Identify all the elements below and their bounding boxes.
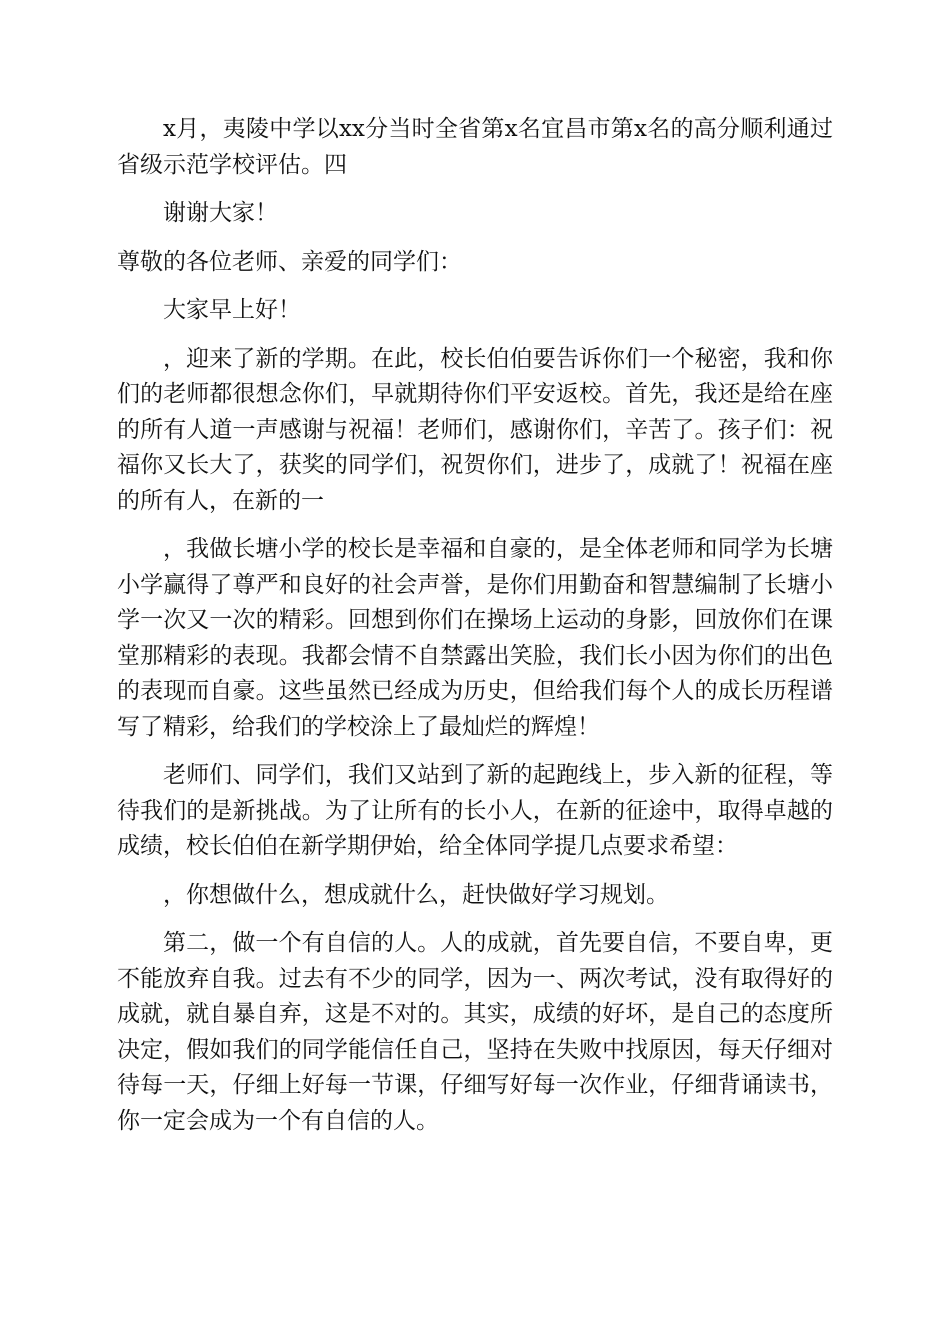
paragraph-pride: ，我做长塘小学的校长是幸福和自豪的，是全体老师和同学为长塘小学赢得了尊严和良好的社会声誉，是你们用勤奋和智慧编制了长塘小学一次又一次的精彩。回想到你们在操场上运动的身影，回放你们在课堂那精彩的表现。我都会情不自禁露出笑脸，我们长小因为你们的出色的表现而自豪。这些虽然已经成为历史，但给我们每个人的成长历程谱写了精彩，给我们的学校涂上了最灿烂的辉煌！ [117, 536, 833, 740]
paragraph-planning: ，你想做什么，想成就什么，赶快做好学习规划。 [163, 881, 669, 908]
paragraph-thanks: 谢谢大家！ [163, 200, 278, 226]
paragraph-new-semester: ，迎来了新的学期。在此，校长伯伯要告诉你们一个秘密，我和你们的老师都很想念你们，早就期待你们平安返校。首先，我还是给在座的所有人道一声感谢与祝福！老师们，感谢你们，辛苦了。孩子们：祝福你又长大了，获奖的同学们，祝贺你们，进步了，成就了！祝福在座的所有人，在新的一 [117, 345, 833, 514]
paragraph-new-challenge: 老师们、同学们，我们又站到了新的起跑线上，步入新的征程，等待我们的是新挑战。为了让所有的长小人，在新的征途中，取得卓越的成绩，校长伯伯在新学期伊始，给全体同学提几点要求希望： [117, 762, 833, 859]
paragraph-confidence: 第二，做一个有自信的人。人的成就，首先要自信，不要自卑，更不能放弃自我。过去有不少的同学，因为一、两次考试，没有取得好的成就，就自暴自弃，这是不对的。其实，成绩的好坏，是自己的态度所决定，假如我们的同学能信任自己，坚持在失败中找原因，每天仔细对待每一天，仔细上好每一节课，仔细写好每一次作业，仔细背诵读书，你一定会成为一个有自信的人。 [117, 930, 833, 1134]
document-page [117, 112, 833, 1139]
paragraph-salutation: 尊敬的各位老师、亲爱的同学们： [117, 248, 462, 275]
paragraph-evaluation: x月，夷陵中学以xx分当时全省第x名宜昌市第x名的高分顺利通过省级示范学校评估。四 [117, 116, 833, 178]
paragraph-greeting: 大家早上好！ [163, 297, 301, 323]
